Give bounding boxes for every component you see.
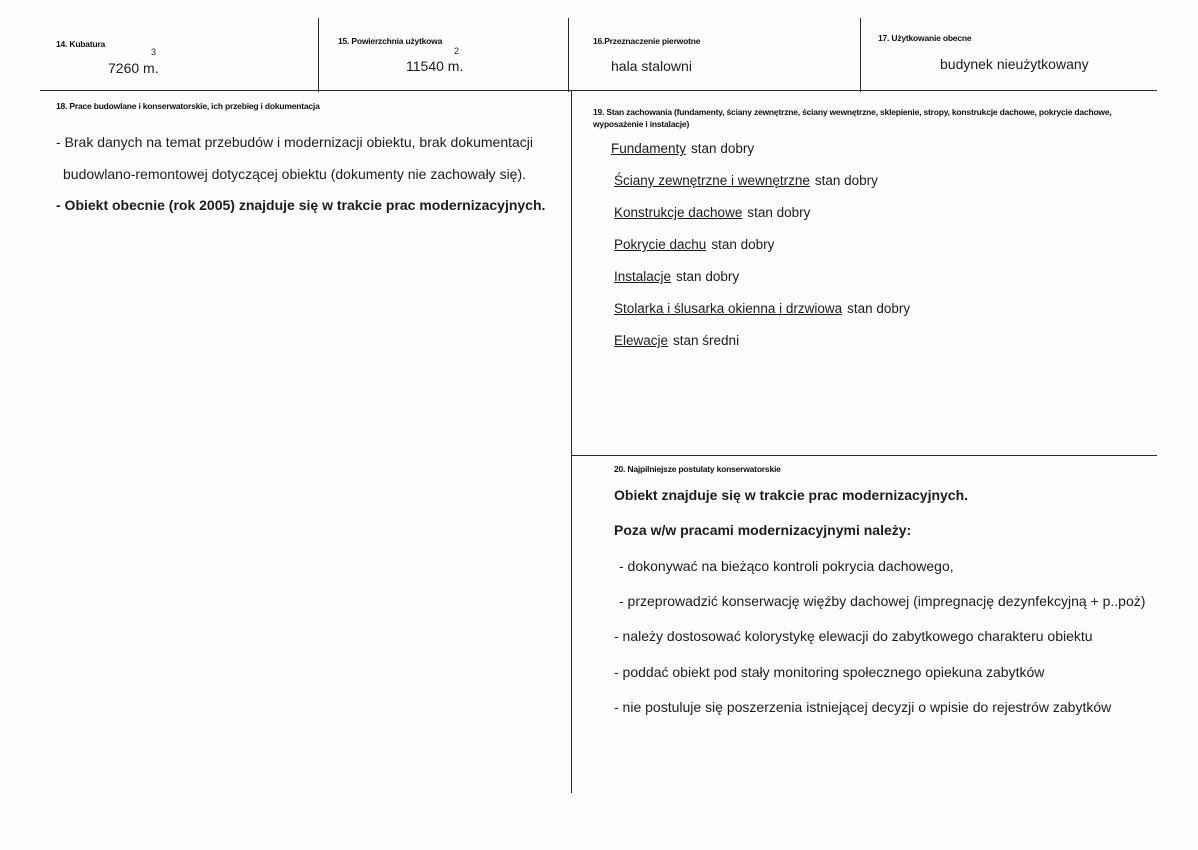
- postulaty-item: - należy dostosować kolorystykę elewacji do zabytkowego charakteru obiektu: [614, 628, 1093, 644]
- stan-item: [614, 205, 810, 220]
- prace-line-1: - Brak danych na temat przebudów i modernizacji obiektu, brak dokumentacji: [56, 134, 534, 150]
- stan-item-name: Elewacje: [614, 333, 669, 348]
- stan-item-name: Konstrukcje dachowe: [614, 205, 743, 220]
- postulaty-item: - poddać obiekt pod stały monitoring społecznego opiekuna zabytków: [614, 664, 1045, 680]
- stan-item-state: stan dobry: [711, 237, 775, 252]
- postulaty-item: - przeprowadzić konserwację więźby dachowej (impregnację dezynfekcyjną + p..poż): [619, 593, 1146, 609]
- postulaty-label: 20. Najpilniejsze postulaty konserwatorskie: [614, 464, 781, 474]
- stan-item-name: Stolarka i ślusarka okienna i drzwiowa: [614, 301, 843, 316]
- przeznaczenie-label: 16.Przeznaczenie pierwotne: [593, 36, 701, 46]
- prace-label: 18. Prace budowlane i konserwatorskie, ich przebieg i dokumentacja: [56, 101, 320, 111]
- postulaty-heading-1: Obiekt znajduje się w trakcie prac modernizacyjnych.: [614, 487, 969, 503]
- kubatura-label: 14. Kubatura: [56, 39, 106, 49]
- stan-label-line-2: wyposażenie i instalacje): [593, 119, 690, 129]
- stan-item-name: Instalacje: [614, 269, 672, 284]
- kubatura-value: 7260 m.: [108, 60, 159, 76]
- stan-item: [614, 333, 739, 348]
- stan-item: [614, 269, 739, 284]
- stan-item-state: stan dobry: [747, 205, 811, 220]
- stan-item-state: stan dobry: [814, 173, 878, 188]
- postulaty-item: - dokonywać na bieżąco kontroli pokrycia dachowego,: [619, 558, 954, 574]
- przeznaczenie-value: hala stalowni: [611, 58, 692, 74]
- powierzchnia-value: 11540 m.: [406, 58, 464, 74]
- stan-item-state: stan średni: [673, 333, 740, 348]
- postulaty-item: - nie postuluje się poszerzenia istniejącej decyzji o wpisie do rejestrów zabytków: [614, 699, 1112, 715]
- uzytkowanie-label: 17. Użytkowanie obecne: [878, 33, 972, 43]
- main-vertical-divider: [571, 90, 572, 793]
- stan-item-state: stan dobry: [691, 141, 755, 156]
- stan-label-line-1: 19. Stan zachowania (fundamenty, ściany zewnętrzne, ściany wewnętrzne, sklepienie, stropy, konstrukcje dachowe, pokrycie dachowe,: [593, 107, 1112, 117]
- stan-item: [614, 301, 910, 316]
- prace-line-3: - Obiekt obecnie (rok 2005) znajduje się w trakcie prac modernizacyjnych.: [56, 197, 546, 213]
- powierzchnia-label: 15. Powierzchnia użytkowa: [338, 36, 443, 46]
- stan-item: [614, 173, 878, 188]
- prace-line-2: budowlano-remontowej dotyczącej obiektu (dokumenty nie zachowały się).: [63, 166, 527, 182]
- uzytkowanie-value: budynek nieużytkowany: [940, 56, 1089, 72]
- divider-15-16: [568, 18, 569, 92]
- stan-item: [611, 141, 754, 156]
- stan-item: [614, 237, 774, 252]
- powierzchnia-exponent: 2: [454, 46, 460, 56]
- stan-item-name: Ściany zewnętrzne i wewnętrzne: [614, 173, 810, 188]
- section-19-20-divider: [571, 455, 1157, 456]
- top-row-bottom-border: [40, 90, 1157, 91]
- stan-item-state: stan dobry: [676, 269, 740, 284]
- kubatura-exponent: 3: [151, 47, 157, 57]
- divider-14-15: [318, 18, 319, 92]
- stan-item-state: stan dobry: [847, 301, 911, 316]
- stan-item-name: Fundamenty: [611, 141, 687, 156]
- divider-16-17: [860, 18, 861, 92]
- postulaty-heading-2: Poza w/w pracami modernizacyjnymi należy:: [614, 522, 912, 538]
- stan-item-name: Pokrycie dachu: [614, 237, 707, 252]
